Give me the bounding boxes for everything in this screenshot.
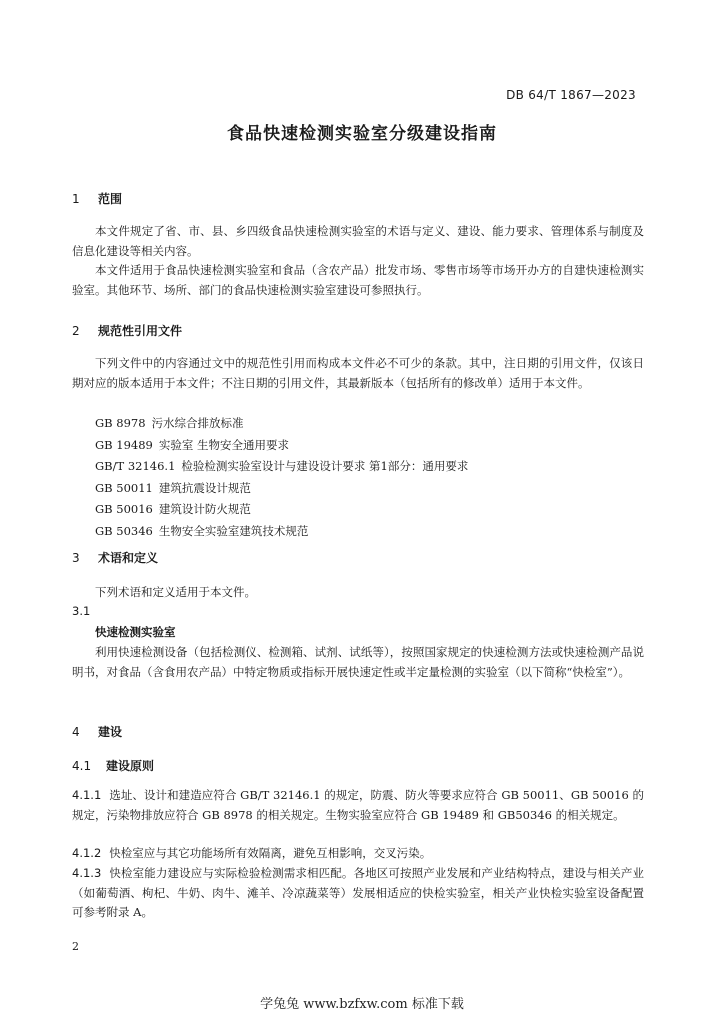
reference-item	[95, 478, 468, 500]
section-number: 3	[72, 551, 80, 565]
scope-paragraph-2: 本文件适用于食品快速检测实验室和食品（含农产品）批发市场、零售市场等市场开办方的自建快速检测实验室。其他环节、场所、部门的食品快速检测实验室建设可参照执行。	[72, 263, 644, 297]
section-title: 术语和定义	[98, 551, 159, 565]
scope-paragraph-1: 本文件规定了省、市、县、乡四级食品快速检测实验室的术语与定义、建设、能力要求、管理体系与制度及信息化建设等相关内容。	[72, 224, 644, 258]
term-number: 3.1	[72, 604, 91, 618]
clause-4-1-3	[72, 864, 644, 923]
clause-text: 快检室应与其它功能场所有效隔离，避免互相影响，交叉污染。	[109, 846, 432, 860]
clause-number: 4.1.3	[72, 866, 102, 880]
reference-title: 建筑设计防火规范	[158, 502, 251, 516]
section-number: 4	[72, 725, 80, 739]
term-definition: 利用快速检测设备（包括检测仪、检测箱、试剂、试纸等），按照国家规定的快速检测方法或快速检测产品说明书，对食品（含食用农产品）中特定物质或指标开展快速定性或半定量检测的实验室（以下简称“快检室”）。	[72, 645, 644, 679]
reference-item	[95, 413, 468, 435]
clause-4-1-2	[72, 844, 644, 864]
subsection-title: 建设原则	[106, 759, 155, 773]
section-3-heading	[72, 549, 158, 566]
reference-code: GB/T 32146.1	[95, 459, 176, 473]
clause-text: 快检室能力建设应与实际检验检测需求相匹配。各地区可按照产业发展和产业结构特点，建设与相关产业（如葡萄酒、枸杞、牛奶、肉牛、滩羊、冷凉蔬菜等）发展相适应的快检实验室，相关产业快检实验室设备配置可参考附录 A。	[72, 866, 644, 919]
terms-intro: 下列术语和定义适用于本文件。	[95, 585, 256, 599]
reference-title: 污水综合排放标准	[151, 416, 244, 430]
section-title: 范围	[98, 192, 123, 206]
standard-number: DB 64/T 1867—2023	[506, 88, 636, 102]
normative-refs-intro: 下列文件中的内容通过文中的规范性引用而构成本文件必不可少的条款。其中，注日期的引用文件，仅该日期对应的版本适用于本文件；不注日期的引用文件，其最新版本（包括所有的修改单）适用于本文件。	[72, 356, 644, 390]
reference-title: 实验室 生物安全通用要求	[158, 437, 290, 452]
document-title: 食品快速检测实验室分级建设指南	[227, 124, 497, 144]
reference-title: 建筑抗震设计规范	[158, 480, 251, 495]
reference-code: GB 50016	[95, 502, 153, 516]
clause-number: 4.1.2	[72, 846, 102, 860]
reference-item	[95, 435, 468, 457]
clause-number: 4.1.1	[72, 788, 102, 802]
reference-item	[95, 521, 468, 543]
reference-code: GB 50346	[95, 523, 153, 538]
clause-4-1-1	[72, 786, 644, 825]
section-title: 建设	[98, 725, 123, 739]
term-name: 快速检测实验室	[95, 625, 176, 639]
reference-code: GB 50011	[95, 480, 153, 495]
reference-title: 生物安全实验室建筑技术规范	[158, 523, 309, 538]
section-number: 1	[72, 192, 80, 206]
page-number: 2	[72, 940, 79, 953]
section-number: 2	[72, 324, 80, 338]
reference-code: GB 8978	[95, 416, 146, 430]
subsection-4-1-heading	[72, 757, 154, 774]
reference-title: 检验检测实验室设计与建设设计要求 第1部分：通用要求	[181, 459, 469, 473]
section-title: 规范性引用文件	[98, 324, 183, 338]
reference-item	[95, 499, 468, 521]
section-4-heading	[72, 723, 122, 740]
section-2-heading	[72, 322, 182, 339]
section-1-heading	[72, 190, 122, 207]
reference-code: GB 19489	[95, 437, 153, 452]
reference-list	[95, 413, 468, 542]
watermark: 学兔兔 www.bzfxw.com 标准下载	[260, 997, 464, 1012]
reference-item	[95, 456, 468, 478]
subsection-number: 4.1	[72, 759, 92, 773]
clause-text: 选址、设计和建造应符合 GB/T 32146.1 的规定，防震、防火等要求应符合 GB 50011、GB 50016 的规定，污染物排放应符合 GB 8978 的相关规定。生物实验室应符合 GB 19489 和 GB50346 的相关规定。	[72, 788, 644, 822]
